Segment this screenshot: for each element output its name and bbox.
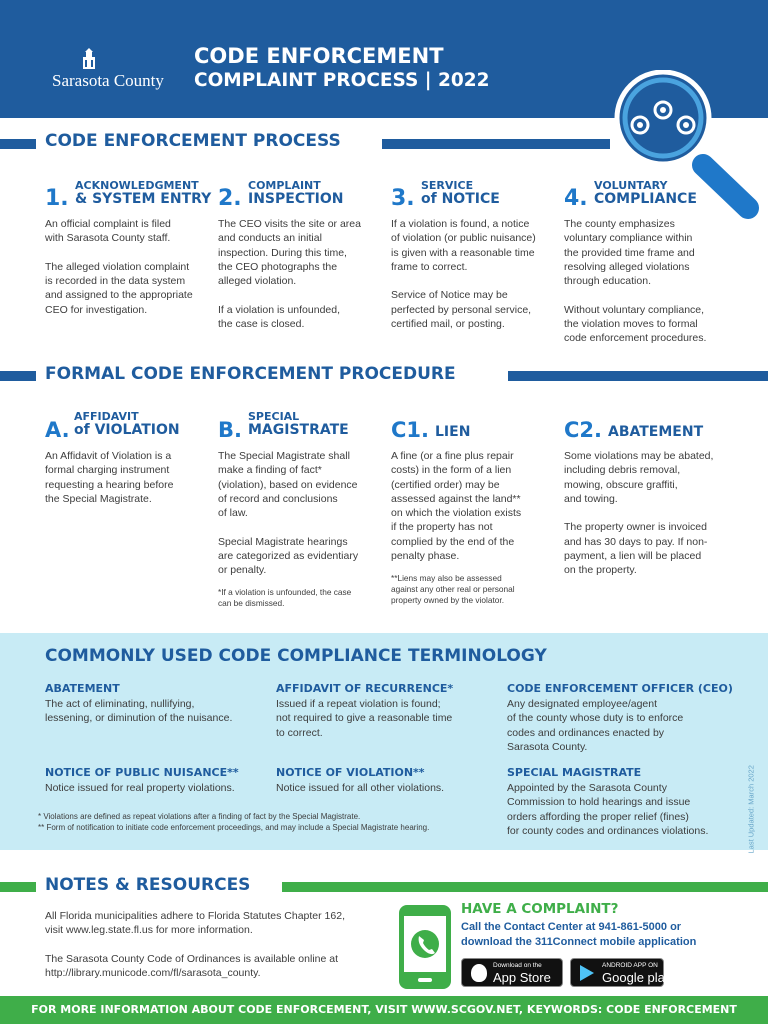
step-text: A fine (or a fine plus repair costs) in the form of a lien (certified order) may be assessed against the land** on which the violation exists if the property has not complied by the end of the penalty phase. <box>391 450 522 563</box>
step-text: The Special Magistrate shall make a finding of fact* (violation), based on evidence of record and conclusions of law. Special Magistrate hearings are categorized as evidentiary or penalty. <box>218 450 359 577</box>
terminology-title: COMMONLY USED CODE COMPLIANCE TERMINOLOGY <box>45 646 547 666</box>
courthouse-icon <box>78 48 100 70</box>
step-note: *If a violation is unfounded, the case can be dismissed. <box>218 587 352 608</box>
apple-icon <box>471 964 487 982</box>
section-divider <box>0 882 36 892</box>
term-definition: Appointed by the Sarasota County Commission to hold hearings and issue orders affording the proper relief (fines) for county codes and ordinances violations. <box>507 782 709 837</box>
step-letter: B. <box>218 418 242 442</box>
step-text: The county emphasizes voluntary compliance within the provided time frame and resolving alleged violations through education. Without voluntary compliance, the violation moves to formal code enforcement procedures. <box>564 218 707 345</box>
section-divider <box>382 139 610 149</box>
step-text: An official complaint is filed with Sarasota County staff. The alleged violation complaint is recorded in the data system and assigned to the appropriate CEO for investigation. <box>45 218 193 316</box>
term-heading: AFFIDAVIT OF RECURRENCE* <box>276 682 454 695</box>
app-store-small: Download on the <box>493 962 542 969</box>
term-definition: Notice issued for real property violations. <box>45 782 235 794</box>
term-definition: The act of eliminating, nullifying, lessening, or diminution of the nuisance. <box>45 698 233 725</box>
step-text: Some violations may be abated, including debris removal, mowing, obscure graffiti, and towing. The property owner is invoiced and has 30 days to pay. If non- payment, a lien will be placed on the property. <box>564 450 714 577</box>
section-divider <box>0 371 36 381</box>
step-number: 4. <box>564 186 588 211</box>
section-divider <box>508 371 768 381</box>
complaint-title: HAVE A COMPLAINT? <box>461 901 619 917</box>
step-label <box>435 425 470 440</box>
footer-banner: FOR MORE INFORMATION ABOUT CODE ENFORCEMENT, VISIT WWW.SCGOV.NET, KEYWORDS: CODE ENFORCEMENT <box>0 996 768 1024</box>
section-divider <box>282 882 768 892</box>
step-label-small: AFFIDAVIT <box>74 410 139 423</box>
step-label-big: of NOTICE <box>421 190 500 207</box>
step-text: The CEO visits the site or area and conducts an initial inspection. During this time, the CEO photographs the alleged violation. If a violation is unfounded, the case is closed. <box>218 218 361 331</box>
term-definition: Notice issued for all other violations. <box>276 782 445 794</box>
step-label-small: SPECIAL <box>248 410 300 423</box>
step-label-big: & SYSTEM ENTRY <box>75 190 212 207</box>
step-number: 2. <box>218 186 242 211</box>
step-label <box>594 180 697 206</box>
step-label-big: MAGISTRATE <box>248 421 349 438</box>
step-label-big: INSPECTION <box>248 190 344 207</box>
app-store-button[interactable] <box>461 958 563 987</box>
step-label-big: COMPLIANCE <box>594 190 697 207</box>
last-updated: Last Updated: March 2022 <box>746 765 756 854</box>
term-heading: SPECIAL MAGISTRATE <box>507 766 642 779</box>
notes-text: All Florida municipalities adhere to Florida Statutes Chapter 162, visit www.leg.state.fl.us for more information. The Sarasota County Code of Ordinances is available online at http://library.municode.com/fl/sarasota_county. <box>45 910 345 980</box>
step-label <box>248 180 343 206</box>
term-definition: Any designated employee/agent of the county whose duty is to enforce codes and ordinances enacted by Sarasota County. <box>507 698 684 753</box>
footnote: ** Form of notification to initiate code enforcement proceedings, and may include a Special Magistrate hearing. <box>38 823 430 832</box>
step-letter: C1. <box>391 418 430 442</box>
notes-title: NOTES & RESOURCES <box>45 875 251 895</box>
step-note: **Liens may also be assessed against any other real or personal property owned by the violator. <box>391 573 515 605</box>
step-label <box>421 180 500 206</box>
term-heading: ABATEMENT <box>45 682 120 695</box>
phone-icon <box>397 903 453 991</box>
page-title: CODE ENFORCEMENT <box>194 44 444 68</box>
step-label-big: ABATEMENT <box>608 424 704 440</box>
term-definition: Issued if a repeat violation is found; not required to give a reasonable time to correct. <box>276 698 453 739</box>
step-number: 3. <box>391 186 415 211</box>
complaint-text: Call the Contact Center at 941-861-5000 or download the 311Connect mobile application <box>461 921 697 948</box>
step-label <box>248 411 349 437</box>
step-label-big: LIEN <box>435 424 471 440</box>
step-label-big: of VIOLATION <box>74 421 180 438</box>
google-play-icon <box>580 965 594 981</box>
app-store-label: App Store <box>493 970 551 985</box>
google-play-small: ANDROID APP ON <box>602 962 658 969</box>
step-letter: A. <box>45 418 70 442</box>
step-label-small: VOLUNTARY <box>594 179 668 192</box>
step-label <box>608 425 703 440</box>
formal-title: FORMAL CODE ENFORCEMENT PROCEDURE <box>45 364 456 384</box>
step-text: If a violation is found, a notice of violation (or public nuisance) is given with a reasonable time frame to correct. Service of Notice may be perfected by personal service, certified mail, or posting. <box>391 218 536 331</box>
google-play-button[interactable] <box>570 958 672 987</box>
logo-text: Sarasota County <box>52 71 164 90</box>
step-label-small: SERVICE <box>421 179 474 192</box>
step-letter: C2. <box>564 418 603 442</box>
google-play-label: Google play <box>602 970 672 985</box>
section-divider <box>0 139 36 149</box>
step-label <box>74 411 180 437</box>
footnote: * Violations are defined as repeat violations after a finding of fact by the Special Magistrate. <box>38 812 361 821</box>
step-label <box>75 180 211 206</box>
step-text: An Affidavit of Violation is a formal charging instrument requesting a hearing before the Special Magistrate. <box>45 450 174 505</box>
term-heading: NOTICE OF VIOLATION** <box>276 766 425 779</box>
step-label-small: COMPLAINT <box>248 179 321 192</box>
page-subtitle: COMPLAINT PROCESS | 2022 <box>194 70 490 91</box>
step-number: 1. <box>45 186 69 211</box>
process-title: CODE ENFORCEMENT PROCESS <box>45 131 341 151</box>
sarasota-county-logo <box>52 48 178 93</box>
term-heading: CODE ENFORCEMENT OFFICER (CEO) <box>507 682 733 695</box>
term-heading: NOTICE OF PUBLIC NUISANCE** <box>45 766 239 779</box>
step-label-small: ACKNOWLEDGMENT <box>75 179 199 192</box>
